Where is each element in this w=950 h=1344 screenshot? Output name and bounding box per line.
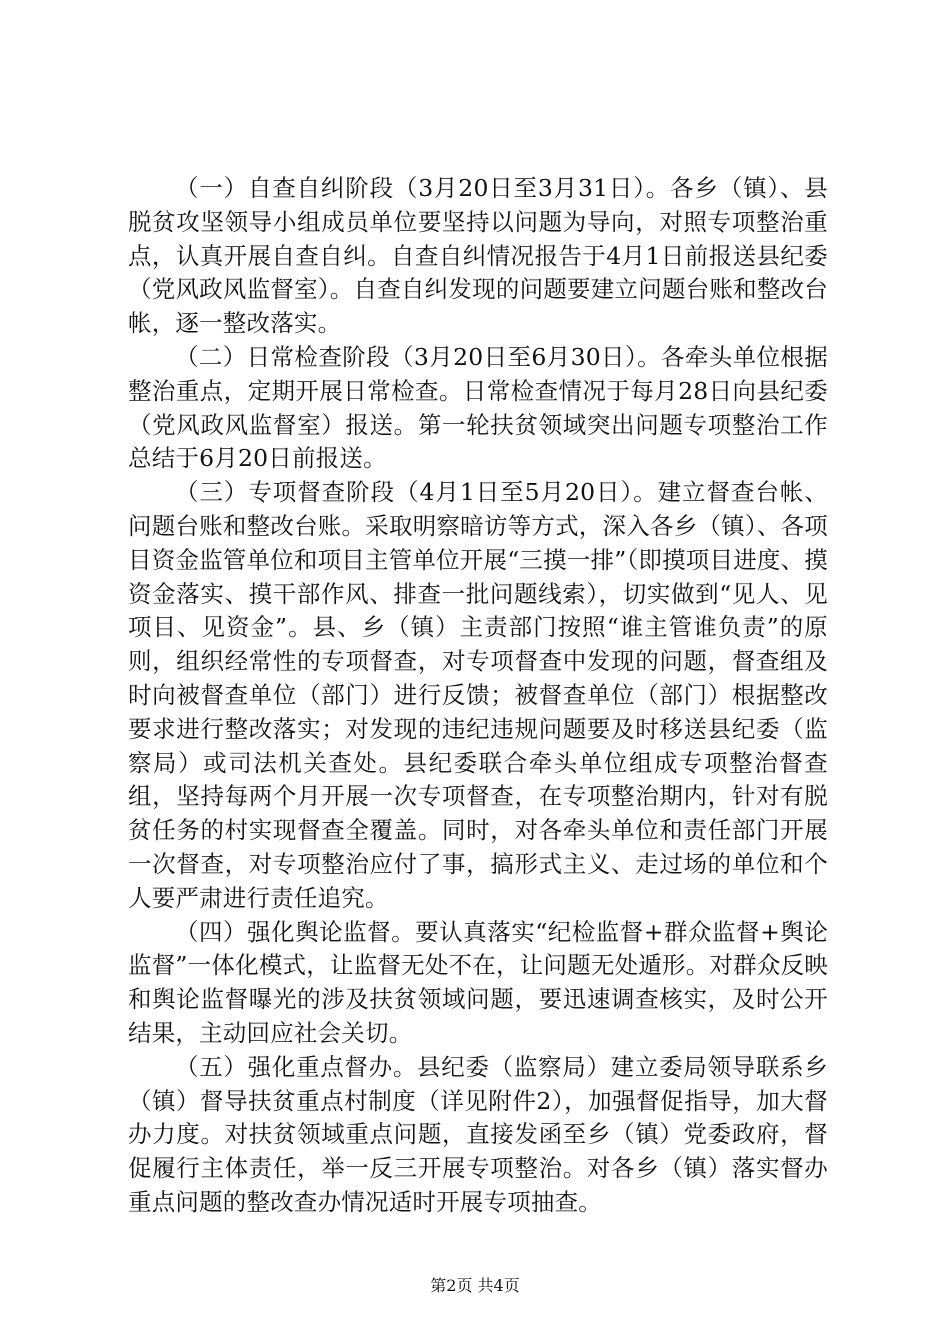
paragraph-public-opinion-supervision: （四）强化舆论监督。要认真落实“纪检监督+群众监督+舆论监督”一体化模式，让监督无处不在，让问题无处遁形。对群众反映和舆论监督曝光的涉及扶贫领域问题，要迅速调查核实，及时公开结果，主动回应社会关切。 (128, 917, 828, 1047)
document-body (128, 172, 828, 1220)
paragraph-key-supervision: （五）强化重点督办。县纪委（监察局）建立委局领导联系乡（镇）督导扶贫重点村制度（详见附件2），加强督促指导，加大督办力度。对扶贫领域重点问题，直接发函至乡（镇）党委政府，督促履行主体责任，举一反三开展专项整治。对各乡（镇）落实督办重点问题的整改查办情况适时开展专项抽查。 (128, 1052, 828, 1216)
page-number: 第2页 共4页 (430, 1276, 520, 1295)
paragraph-self-inspection: （一）自查自纠阶段（3月20日至3月31日）。各乡（镇）、县脱贫攻坚领导小组成员单位要坚持以问题为导向，对照专项整治重点，认真开展自查自纠。自查自纠情况报告于4月1日前报送县纪委（党风政风监督室）。自查自纠发现的问题要建立问题台账和整改台帐，逐一整改落实。 (128, 174, 828, 338)
page-footer (0, 1276, 950, 1296)
paragraph-special-supervision: （三）专项督查阶段（4月1日至5月20日）。建立督查台帐、问题台账和整改台账。采取明察暗访等方式，深入各乡（镇）、各项目资金监管单位和项目主管单位开展“三摸一排”（即摸项目进度、摸资金落实、摸干部作风、排查一批问题线索），切实做到“见人、见项目、见资金”。县、乡（镇）主责部门按照“谁主管谁负责”的原则，组织经常性的专项督查，对专项督查中发现的问题，督查组及时向被督查单位（部门）进行反馈；被督查单位（部门）根据整改要求进行整改落实；对发现的违纪违规问题要及时移送县纪委（监察局）或司法机关查处。县纪委联合牵头单位组成专项整治督查组，坚持每两个月开展一次专项督查，在专项整治期内，针对有脱贫任务的村实现督查全覆盖。同时，对各牵头单位和责任部门开展一次督查，对专项整治应付了事，搞形式主义、走过场的单位和个人要严肃进行责任追究。 (128, 478, 828, 912)
paragraph-daily-inspection: （二）日常检查阶段（3月20日至6月30日）。各牵头单位根据整治重点，定期开展日常检查。日常检查情况于每月28日向县纪委（党风政风监督室）报送。第一轮扶贫领域突出问题专项整治工作总结于6月20日前报送。 (128, 342, 828, 473)
